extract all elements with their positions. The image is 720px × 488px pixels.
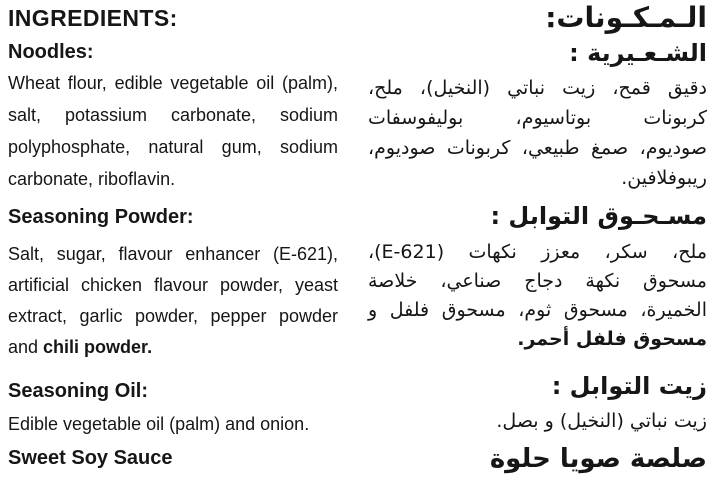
ingredients-title: INGREDIENTS: [8,5,178,31]
ingredient-line [8,332,338,363]
ingredient-line: Wheat flour, edible vegetable oil (palm), [8,73,338,93]
ingredient-line: polyphosphate, natural gum, sodium [8,137,338,157]
ingredient-line: صوديوم، صمغ طبيعي، كربونات صوديوم، [368,137,707,159]
section-heading-sweet-soy-sauce: Sweet Soy Sauce [8,447,173,469]
section-heading-seasoning-powder-arabic: مسـحـوق التوابل : [490,202,707,230]
ingredient-line: Salt, sugar, flavour enhancer (E-621), [8,244,338,264]
section-heading-seasoning-powder: Seasoning Powder: [8,206,194,228]
ingredient-line-emphasis: مسحوق فلفل أحمر. [517,328,707,350]
ingredient-line: كربونات بوتاسيوم، بوليفوسفات [368,107,707,129]
ingredient-line: زيت نباتي (النخيل) و بصل. [496,410,707,432]
seasoning-powder-paragraph [8,239,338,363]
ingredients-title-arabic: الـمـكـونات: [545,1,707,34]
ingredient-line: extract, garlic powder, pepper powder [8,306,338,326]
ingredient-line: salt, potassium carbonate, sodium [8,105,338,125]
seasoning-oil-paragraph-arabic [368,407,707,435]
ingredient-line-emphasis: chili powder. [43,337,153,357]
section-heading-sweet-soy-sauce-arabic: صلصة صويا حلوة [489,444,707,474]
section-heading-seasoning-oil: Seasoning Oil: [8,380,149,402]
noodles-paragraph [8,67,338,195]
ingredient-line: مسحوق نكهة دجاج صناعي، خلاصة [368,270,707,292]
ingredient-line: carbonate, riboflavin. [8,169,176,189]
ingredient-line-text: and [8,337,44,357]
ingredient-line: Edible vegetable oil (palm) and onion. [8,414,310,434]
noodles-paragraph-arabic [368,73,707,193]
section-heading-noodles-arabic: الشـعـيرية : [569,39,707,67]
ingredient-line: الخميرة، مسحوق ثوم، مسحوق فلفل و [368,299,707,321]
section-heading-noodles: Noodles: [8,41,94,63]
ingredient-line: artificial chicken flavour powder, yeast [8,275,338,295]
ingredient-line: ملح، سكر، معزز نكهات (E-621)، [368,241,707,263]
ingredient-line: دقيق قمح، زيت نباتي (النخيل)، ملح، [368,77,707,99]
seasoning-oil-paragraph [8,409,338,439]
seasoning-powder-paragraph-arabic [368,238,707,354]
ingredient-line: ريبوفلافين. [621,167,707,189]
section-heading-seasoning-oil-arabic: زيت التوابل : [551,372,707,400]
